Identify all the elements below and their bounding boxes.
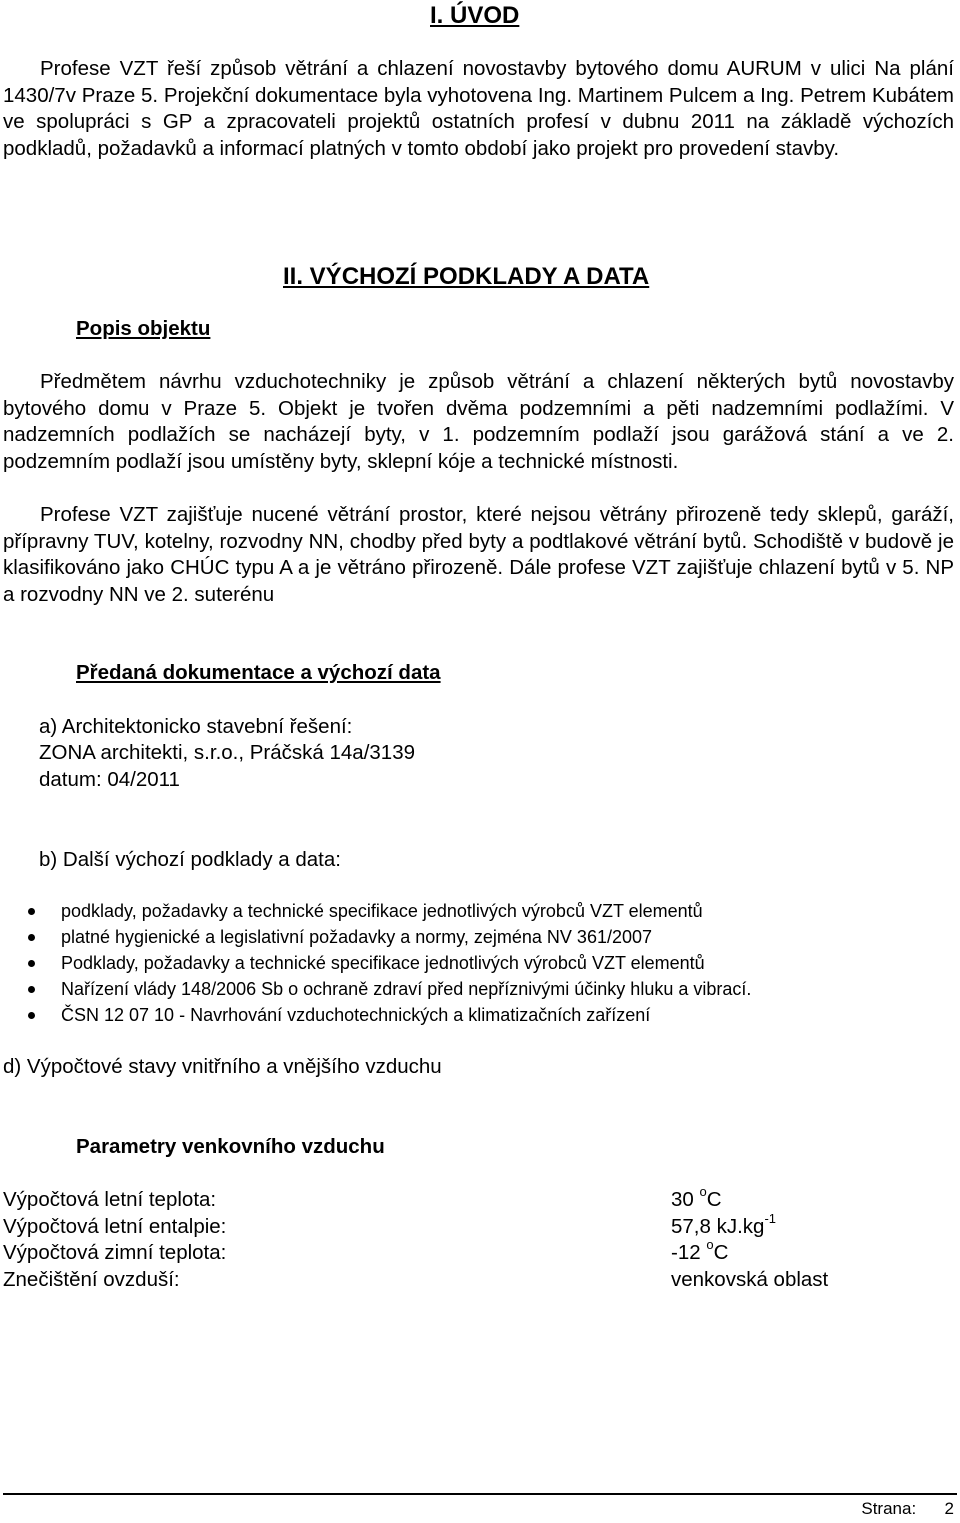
popis-paragraph-2: Profese VZT zajišťuje nucené větrání prostor, které nejsou větrány přirozeně tedy sklepů, garáží, přípravny TUV, kotelny, rozvodny NN, chodby před byty a podtlakové větrání bytů. Schodiště v budově je klasifikováno jako CHÚC typu A a je větráno přirozeně. Dále profese VZT zajišťuje chlazení bytů v 5. NP a rozvodny NN ve 2. suterénu [3, 503, 954, 606]
calculation-states-heading: d) Výpočtové stavy vnitřního a vnějšího vzduchu [3, 1055, 442, 1078]
other-sources-heading: b) Další výchozí podklady a data: [39, 848, 341, 871]
param-value: 30 $^o$C [671, 1184, 722, 1211]
param-label: Výpočtová zimní teplota: [3, 1241, 227, 1264]
section-title-uvod: I. ÚVOD [430, 2, 520, 29]
popis-objektu-heading: Popis objektu [76, 317, 211, 340]
list-item: ČSN 12 07 10 - Navrhování vzduchotechnických a klimatizačních zařízení [28, 1002, 751, 1028]
documentation-heading: Předaná dokumentace a výchozí data [76, 661, 441, 684]
outdoor-params-heading: Parametry venkovního vzduchu [76, 1135, 385, 1158]
list-item: Nařízení vlády 148/2006 Sb o ochraně zdraví před nepříznivými účinky hluku a vibrací. [28, 976, 751, 1002]
sources-list [28, 898, 751, 1028]
param-label: Výpočtová letní entalpie: [3, 1215, 227, 1238]
list-item: Podklady, požadavky a technické specifikace jednotlivých výrobců VZT elementů [28, 950, 751, 976]
list-item: podklady, požadavky a technické specifikace jednotlivých výrobců VZT elementů [28, 898, 751, 924]
page-footer [861, 1496, 954, 1523]
architecture-date-line: datum: 04/2011 [39, 768, 180, 791]
param-value: -12 $^o$C [671, 1237, 729, 1264]
param-value: venkovská oblast [671, 1268, 829, 1291]
architect-company-line: ZONA architekti, s.r.o., Práčská 14a/3139 [39, 741, 416, 764]
param-label: Výpočtová letní teplota: [3, 1188, 217, 1211]
list-item: platné hygienické a legislativní požadavky a normy, zejména NV 361/2007 [28, 924, 751, 950]
footer-divider [3, 1493, 957, 1495]
param-label: Znečištění ovzduší: [3, 1268, 180, 1291]
page-label: Strana: [861, 1499, 917, 1518]
popis-paragraph-1: Předmětem návrhu vzduchotechniky je způsob větrání a chlazení některých bytů novostavby bytového domu v Praze 5. Objekt je tvořen dvěma podzemními a pěti nadzemními podlažími. V nadzemních podlažích se nacházejí byty, v 1. podzemním podlaží jsou garážová stání a ve 2. podzemním podlaží jsou umístěny byty, sklepní kóje a technické místnosti. [3, 370, 954, 473]
param-value: 57,8 $kJ.kg^{-1}$ [671, 1211, 777, 1238]
page-number: 2 [944, 1499, 954, 1518]
section-title-vychozi-podklady: II. VÝCHOZÍ PODKLADY A DATA [283, 263, 650, 290]
architecture-line: a) Architektonicko stavební řešení: [39, 715, 353, 738]
intro-paragraph: Profese VZT řeší způsob větrání a chlazení novostavby bytového domu AURUM v ulici Na plání 1430/7v Praze 5. Projekční dokumentace byla vyhotovena Ing. Martinem Pulcem a Ing. Petrem Kubátem ve spolupráci s GP a zpracovateli projektů ostatních profesí v dubnu 2011 na základě výchozích podkladů, požadavků a informací platných v tomto období jako projekt pro provedení stavby. [3, 57, 954, 160]
